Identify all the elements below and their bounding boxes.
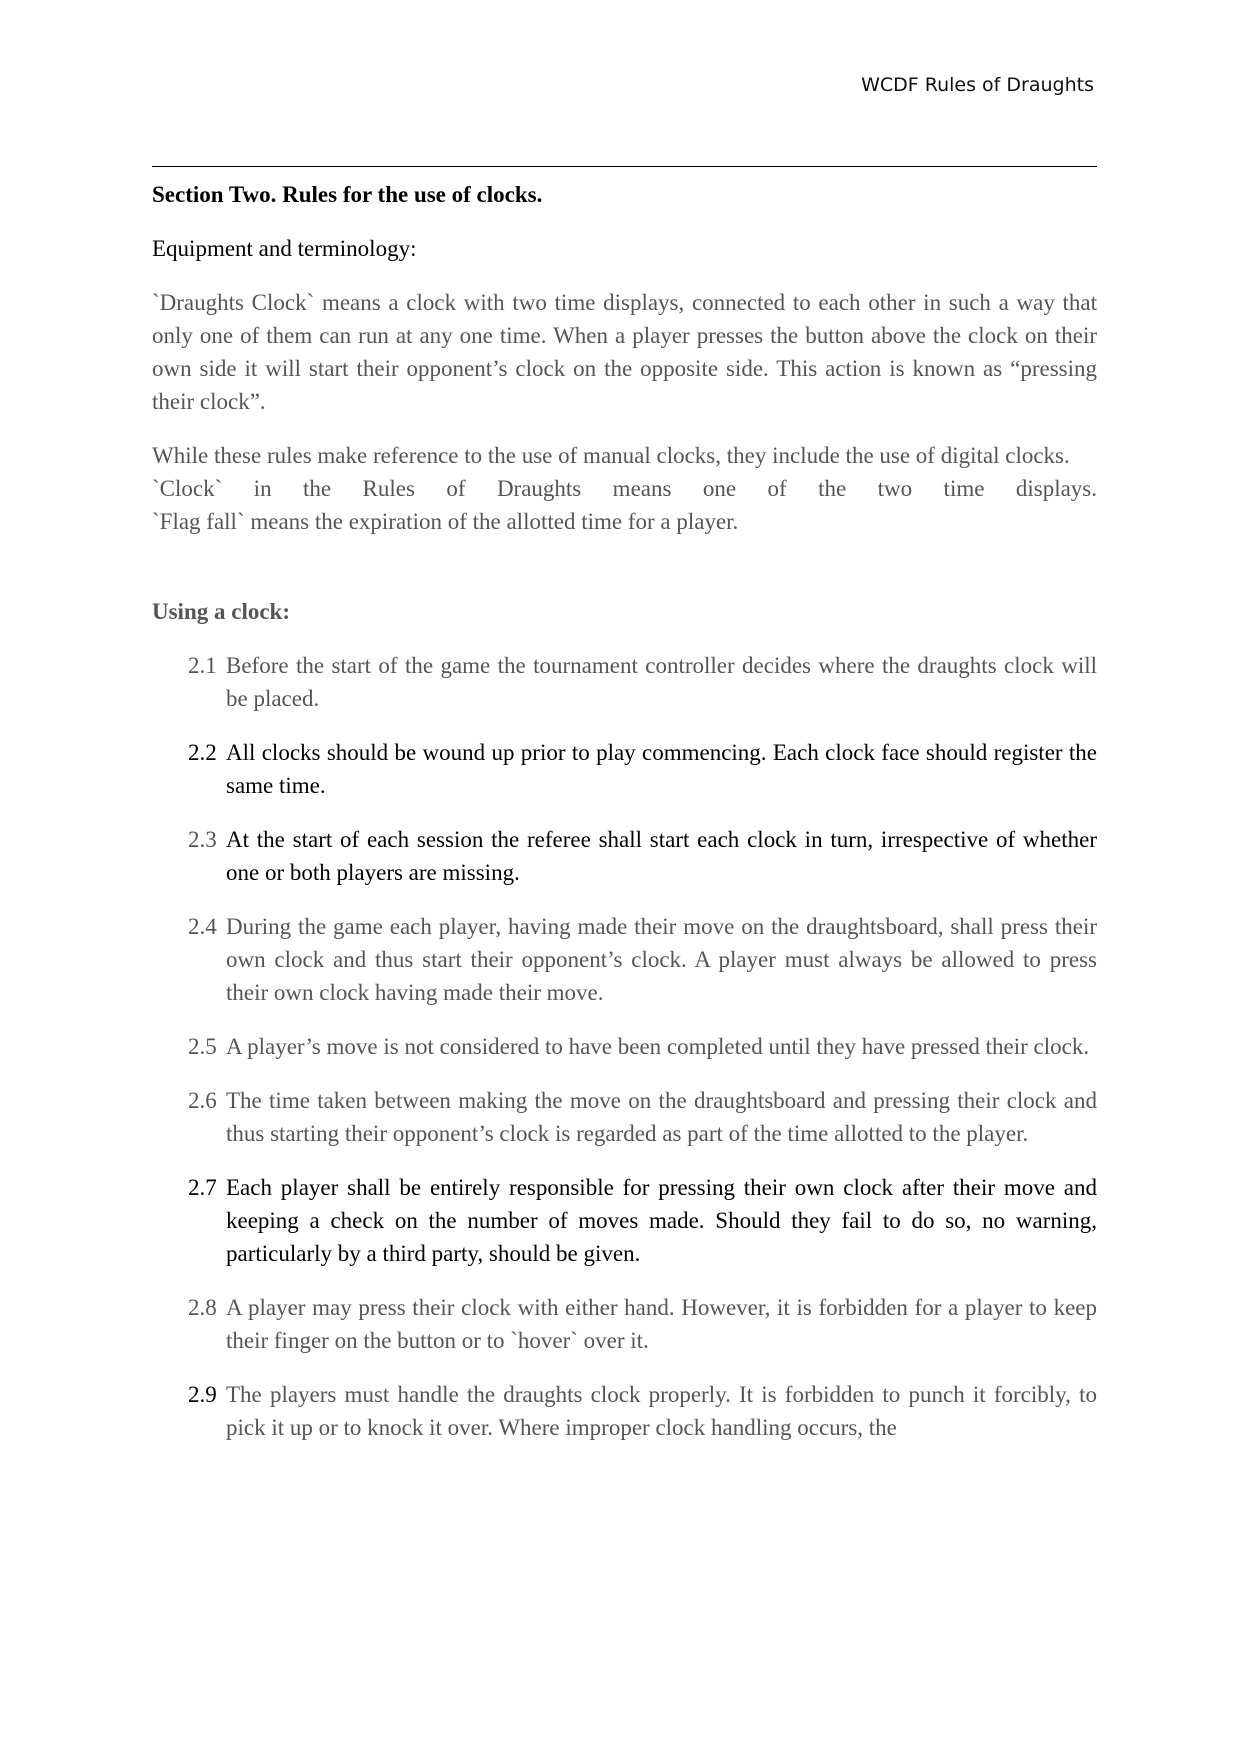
rule-number: 2.4 bbox=[188, 914, 217, 939]
header-divider bbox=[152, 166, 1097, 167]
using-clock-heading: Using a clock: bbox=[152, 599, 290, 624]
rule-item bbox=[188, 649, 1097, 715]
rule-text: Before the start of the game the tournament controller decides where the draughts clock will be placed. bbox=[226, 653, 1097, 711]
rule-item bbox=[188, 1378, 1097, 1444]
rule-item bbox=[188, 736, 1097, 802]
rule-text: During the game each player, having made their move on the draughtsboard, shall press their own clock and thus start their opponent’s clock. A player must always be allowed to press their own clock having made their move. bbox=[226, 914, 1097, 1005]
para-draughts-clock: `Draughts Clock` means a clock with two time displays, connected to each other in such a way that only one of them can run at any one time. When a player presses the button above the clock on their own side it will start their opponent’s clock on the opposite side. This action is known as “pressing their clock”. bbox=[152, 290, 1097, 414]
rule-number: 2.6 bbox=[188, 1088, 217, 1113]
rule-item bbox=[188, 910, 1097, 1009]
rule-item bbox=[188, 1084, 1097, 1150]
rule-number: 2.7 bbox=[188, 1175, 217, 1200]
rule-text: At the start of each session the referee shall start each clock in turn, irrespective of whether one or both players are missing. bbox=[226, 827, 1097, 885]
rule-text: The players must handle the draughts clock properly. It is forbidden to punch it forcibly, to pick it up or to knock it over. Where improper clock handling occurs, the bbox=[226, 1382, 1097, 1440]
rule-item bbox=[188, 1030, 1097, 1063]
page-content bbox=[152, 178, 1097, 1444]
rule-number: 2.2 bbox=[188, 740, 217, 765]
rule-item bbox=[188, 823, 1097, 889]
rule-number: 2.9 bbox=[188, 1382, 217, 1407]
rule-text: The time taken between making the move on the draughtsboard and pressing their clock and thus starting their opponent’s clock is regarded as part of the time allotted to the player. bbox=[226, 1088, 1097, 1146]
rule-text: A player’s move is not considered to have been completed until they have pressed their clock. bbox=[226, 1034, 1090, 1059]
equipment-heading: Equipment and terminology: bbox=[152, 236, 417, 261]
para-flag-fall: `Flag fall` means the expiration of the allotted time for a player. bbox=[152, 509, 739, 534]
rule-number: 2.1 bbox=[188, 653, 217, 678]
rule-number: 2.5 bbox=[188, 1034, 217, 1059]
rule-item bbox=[188, 1171, 1097, 1270]
rule-item bbox=[188, 1291, 1097, 1357]
para-clock-definition: `Clock` in the Rules of Draughts means one of the two time displays. bbox=[152, 476, 1097, 501]
rule-text: Each player shall be entirely responsible for pressing their own clock after their move and keeping a check on the number of moves made. Should they fail to do so, no warning, particularly by a third party, should be given. bbox=[226, 1175, 1097, 1266]
rule-number: 2.3 bbox=[188, 827, 217, 852]
rules-list bbox=[152, 649, 1097, 1444]
rule-text: A player may press their clock with either hand. However, it is forbidden for a player to keep their finger on the button or to `hover` over it. bbox=[226, 1295, 1097, 1353]
section-title: Section Two. Rules for the use of clocks. bbox=[152, 182, 543, 207]
rule-text: All clocks should be wound up prior to play commencing. Each clock face should register the same time. bbox=[226, 740, 1097, 798]
para-digital-clocks: While these rules make reference to the use of manual clocks, they include the use of digital clocks. bbox=[152, 443, 1070, 468]
rule-number: 2.8 bbox=[188, 1295, 217, 1320]
running-header: WCDF Rules of Draughts bbox=[861, 74, 1094, 96]
spacer bbox=[152, 538, 1097, 595]
